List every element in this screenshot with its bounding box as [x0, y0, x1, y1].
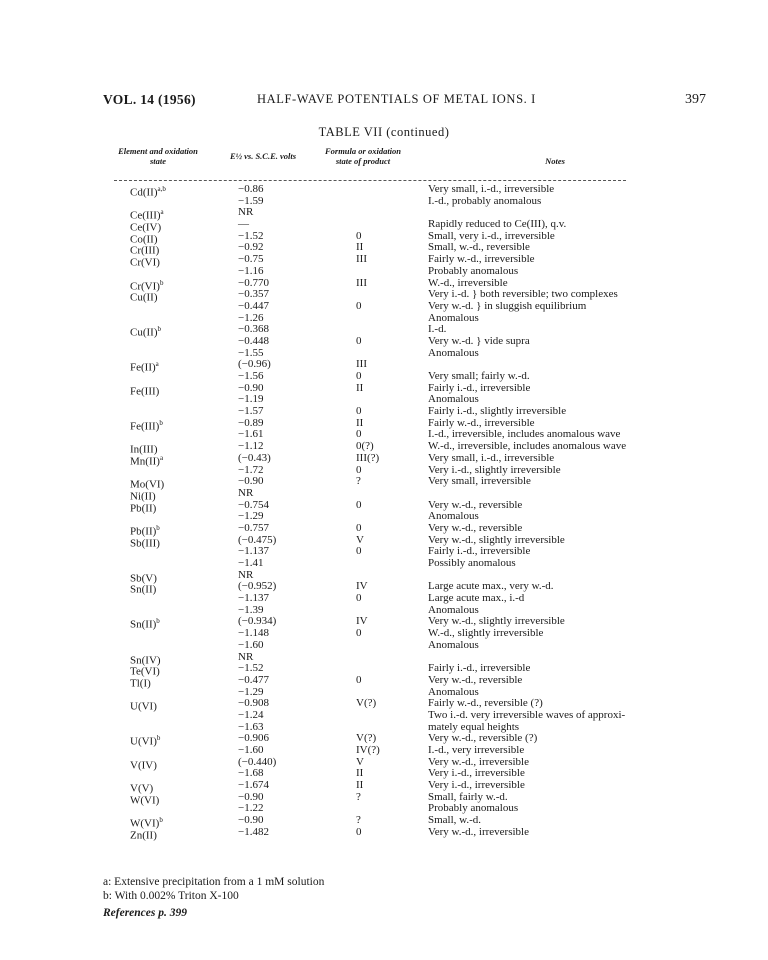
potential-cell: −1.19	[238, 393, 264, 406]
table-row	[0, 511, 768, 523]
table-row	[0, 768, 768, 780]
table-caption: TABLE VII (continued)	[318, 125, 450, 139]
element-cell: W(VI)$^b$	[130, 816, 163, 830]
note-cell: Fairly w.-d., irreversible	[428, 416, 535, 429]
element-cell: Zn(II)	[130, 829, 157, 842]
note-cell: Very small; fairly w.-d.	[428, 370, 530, 382]
element-footnote-mark: b	[159, 816, 163, 825]
note-cell: Anomalous	[428, 603, 479, 616]
table-row	[0, 266, 768, 278]
table-row	[0, 722, 768, 734]
element-footnote-mark: b	[156, 523, 160, 532]
potential-cell: −0.908	[238, 697, 269, 710]
table-row	[0, 710, 768, 722]
potential-cell: −0.906	[238, 732, 269, 745]
note-cell: Large acute max., very w.-d.	[428, 580, 554, 593]
table-row	[0, 605, 768, 617]
note-cell: Very i.-d., slightly irreversible	[428, 463, 561, 476]
table-row	[0, 475, 768, 491]
table-row	[0, 533, 768, 550]
table-row	[0, 779, 768, 795]
table-row	[0, 288, 768, 304]
potential-cell: −1.61	[238, 428, 264, 441]
table-row	[0, 521, 768, 538]
potential-cell: NR	[238, 486, 254, 499]
table-row	[0, 486, 768, 503]
potential-cell: −0.770	[238, 276, 269, 289]
table-row	[0, 790, 768, 807]
product-cell: II	[356, 416, 364, 429]
element-cell: Co(II)	[130, 233, 158, 246]
table-row	[0, 381, 768, 398]
note-cell: W.-d., slightly irreversible	[428, 627, 544, 640]
potential-cell: −0.447	[238, 299, 269, 312]
potential-cell: −1.41	[238, 557, 264, 569]
element-footnote-mark: b	[159, 418, 163, 427]
table-row	[0, 196, 768, 208]
potential-cell: −1.16	[238, 264, 264, 277]
note-cell: Very w.-d., slightly irreversible	[428, 615, 565, 628]
note-cell: W.-d., irreversible, includes anomalous wave	[428, 440, 627, 453]
product-cell: V	[356, 755, 364, 768]
potential-cell: −0.90	[238, 475, 264, 488]
potential-cell: −1.57	[238, 405, 264, 418]
note-cell: Very w.-d., reversible	[428, 521, 523, 534]
product-cell: 0	[356, 334, 362, 347]
table-row	[0, 241, 768, 258]
product-cell: II	[356, 779, 364, 792]
potential-cell: −0.357	[238, 288, 269, 301]
note-cell: Anomalous	[428, 393, 479, 406]
note-cell: Small, very i.-d., irreversible	[428, 229, 555, 242]
product-cell: II	[356, 767, 364, 780]
product-cell: 0(?)	[356, 440, 374, 453]
element-cell: Cr(III)	[130, 245, 160, 258]
potential-cell: −1.482	[238, 825, 269, 838]
potential-cell: −1.52	[238, 229, 264, 242]
table-row	[0, 673, 768, 690]
element-cell: Fe(III)	[130, 385, 160, 398]
note-cell: Very w.-d., reversible	[428, 673, 523, 686]
potential-cell: −1.29	[238, 685, 264, 698]
potential-cell: −0.89	[238, 416, 264, 429]
element-cell: Sb(V)	[130, 572, 157, 585]
note-cell: Rapidly reduced to Ce(III), q.v.	[428, 218, 567, 231]
product-cell: V(?)	[356, 732, 377, 745]
note-cell: Fairly w.-d., reversible (?)	[428, 697, 543, 710]
running-title: HALF-WAVE POTENTIALS OF METAL IONS. I	[257, 92, 536, 106]
element-cell: Cr(VI)	[130, 256, 160, 269]
product-cell: III	[356, 358, 367, 371]
element-footnote-mark: a,b	[157, 185, 166, 193]
potential-cell: −0.754	[238, 498, 269, 511]
product-cell: II	[356, 381, 364, 394]
note-cell: Small, w.-d., reversible	[428, 241, 530, 254]
table-row	[0, 465, 768, 477]
potential-cell: −1.72	[238, 463, 264, 476]
potential-cell: (−0.952)	[238, 580, 277, 593]
element-cell: U(VI)	[130, 700, 157, 713]
potential-cell: −1.148	[238, 627, 269, 640]
note-cell: Possibly anomalous	[428, 557, 516, 569]
potential-cell: (−0.934)	[238, 615, 277, 628]
potential-cell: −0.448	[238, 334, 269, 347]
product-cell: 0	[356, 521, 362, 534]
note-cell: Fairly i.-d., slightly irreversible	[428, 405, 567, 418]
note-cell: Fairly i.-d., irreversible	[428, 545, 531, 558]
note-cell: Very w.-d., slightly irreversible	[428, 533, 565, 546]
potential-cell: (−0.43)	[238, 451, 271, 464]
table-row	[0, 416, 768, 433]
product-cell: 0	[356, 592, 362, 605]
product-cell: 0	[356, 428, 362, 441]
note-cell: Probably anomalous	[428, 802, 519, 815]
table-row	[0, 451, 768, 468]
potential-cell: −1.55	[238, 346, 264, 359]
element-footnote-mark: b	[156, 734, 161, 743]
product-cell: 0	[356, 370, 362, 382]
element-cell: W(VI)	[130, 794, 160, 807]
table-row	[0, 814, 768, 830]
table-row	[0, 628, 768, 640]
product-cell: III	[356, 253, 367, 266]
potential-cell: −1.29	[238, 510, 264, 523]
potential-cell: −1.63	[238, 720, 264, 733]
element-cell: Sn(IV)	[130, 654, 161, 667]
note-cell: Anomalous	[428, 311, 479, 324]
potential-cell: −1.137	[238, 545, 269, 558]
note-cell: Fairly i.-d., irreversible	[428, 662, 531, 675]
potential-cell: −1.137	[238, 592, 269, 605]
element-cell: Cu(II)$^b$	[130, 325, 161, 339]
note-cell: Very w.-d., reversible (?)	[428, 732, 538, 745]
element-footnote-mark: b	[159, 278, 164, 287]
element-cell: V(V)	[130, 782, 154, 795]
volume-label: VOL. 14 (1956)	[103, 92, 196, 107]
element-cell: Sn(II)$^b$	[130, 617, 160, 632]
element-cell: Ni(II)	[130, 490, 156, 503]
note-cell: Fairly w.-d., irreversible	[428, 253, 535, 266]
element-footnote-mark: b	[157, 325, 161, 334]
potential-cell: −1.52	[238, 662, 264, 675]
table-row	[0, 336, 768, 348]
product-cell: III	[356, 276, 367, 289]
potential-cell: −1.26	[238, 311, 264, 324]
note-cell: I.-d., probably anomalous	[428, 194, 542, 207]
note-cell: Very i.-d., irreversible	[428, 779, 525, 792]
product-cell: 0	[356, 627, 362, 640]
table-row	[0, 498, 768, 515]
table-body	[0, 183, 768, 842]
product-cell: IV(?)	[356, 744, 380, 756]
note-cell: I.-d., irreversible, includes anomalous wave	[428, 428, 621, 441]
element-cell: Fe(II)$^a$	[130, 360, 159, 374]
potential-cell: −0.86	[238, 183, 264, 195]
table-row	[0, 546, 768, 558]
element-cell: Fe(III)$^b$	[130, 418, 163, 433]
note-cell: Very small, i.-d., irreversible	[428, 451, 555, 464]
note-cell: Anomalous	[428, 346, 479, 359]
product-cell: V(?)	[356, 697, 377, 710]
potential-cell: −1.59	[238, 194, 264, 207]
table-row	[0, 593, 768, 605]
potential-cell: (−0.475)	[238, 533, 277, 546]
table-row	[0, 558, 768, 570]
element-cell: Pb(II)	[130, 502, 157, 515]
note-cell: mately equal heights	[428, 720, 520, 733]
col-header-potential: E½ vs. S.C.E. volts	[229, 151, 297, 161]
note-cell: Very w.-d., irreversible	[428, 755, 529, 768]
product-cell: 0	[356, 405, 362, 418]
table-row	[0, 348, 768, 360]
element-cell: Tl(I)	[130, 677, 151, 690]
product-cell: 0	[356, 229, 362, 242]
note-cell: I.-d.	[428, 323, 447, 336]
table-row	[0, 313, 768, 325]
table-row	[0, 218, 768, 234]
element-footnote-mark: a	[159, 453, 164, 462]
potential-cell: −0.477	[238, 673, 269, 686]
element-cell: Pb(II)$^b$	[130, 523, 160, 538]
product-cell: 0	[356, 673, 362, 686]
potential-cell: −0.92	[238, 241, 264, 254]
table-row	[0, 358, 768, 374]
table-row	[0, 803, 768, 815]
table-row	[0, 229, 768, 246]
references-note: References p. 399	[103, 907, 187, 919]
table-row	[0, 697, 768, 713]
product-cell: 0	[356, 545, 362, 558]
table-row	[0, 371, 768, 383]
table-row	[0, 745, 768, 757]
potential-cell: (−0.96)	[238, 358, 271, 371]
col-header-element: Element and oxidation state	[118, 146, 198, 166]
table-row	[0, 568, 768, 585]
table-row	[0, 429, 768, 441]
potential-cell: −1.674	[238, 779, 269, 792]
table-row	[0, 323, 768, 339]
table-row	[0, 687, 768, 699]
note-cell: Very i.-d., irreversible	[428, 767, 525, 780]
note-cell: Very w.-d., reversible	[428, 498, 523, 511]
element-footnote-mark: b	[156, 617, 160, 626]
product-cell: 0	[356, 498, 362, 511]
table-row	[0, 206, 768, 223]
table-row	[0, 755, 768, 772]
note-cell: Very w.-d. } vide supra	[428, 334, 530, 347]
element-cell: Ce(IV)	[130, 221, 162, 234]
note-cell: Probably anomalous	[428, 264, 519, 277]
note-cell: Very i.-d. } both reversible; two complexes	[428, 288, 618, 301]
product-cell: IV	[356, 615, 368, 628]
note-cell: Very small, i.-d., irreversible	[428, 183, 555, 195]
note-cell: Anomalous	[428, 685, 479, 698]
table-row	[0, 662, 768, 678]
product-cell: IV	[356, 580, 368, 593]
potential-cell: −1.56	[238, 370, 264, 382]
note-cell: Anomalous	[428, 638, 479, 651]
note-cell: Anomalous	[428, 510, 479, 523]
note-cell: Small, fairly w.-d.	[428, 790, 508, 803]
table-row	[0, 615, 768, 632]
page-number: 397	[685, 92, 706, 107]
element-cell: V(IV)	[130, 759, 157, 772]
product-cell: ?	[356, 790, 361, 803]
product-cell: 0	[356, 463, 362, 476]
element-cell: U(VI)$^b$	[130, 734, 161, 748]
potential-cell: −0.75	[238, 253, 264, 266]
element-cell: Mn(II)$^a$	[130, 453, 164, 468]
table-row	[0, 253, 768, 269]
potential-cell: (−0.440)	[238, 755, 277, 768]
note-cell: W.-d., irreversible	[428, 276, 508, 289]
note-cell: Large acute max., i.-d	[428, 592, 525, 605]
note-cell: Fairly i.-d., irreversible	[428, 381, 531, 394]
potential-cell: −1.12	[238, 440, 264, 453]
col-header-notes: Notes	[545, 156, 565, 166]
col-header-product: Formula or oxidation state of product	[324, 146, 402, 166]
element-cell: Ce(III)$^a$	[130, 208, 164, 223]
potential-cell: NR	[238, 206, 254, 219]
element-cell: In(III)	[130, 443, 158, 456]
footnote-a: a: Extensive precipitation from a 1 mM solution	[103, 876, 325, 888]
table-row	[0, 732, 768, 748]
potential-cell: −1.22	[238, 802, 264, 815]
potential-cell: −0.757	[238, 521, 269, 534]
potential-cell: −0.90	[238, 814, 264, 827]
note-cell: I.-d., very irreversible	[428, 744, 525, 756]
potential-cell: −1.68	[238, 767, 264, 780]
potential-cell: −1.24	[238, 708, 264, 721]
element-cell: Cd(II)$^{a,b}$	[130, 185, 166, 199]
table-row	[0, 183, 768, 199]
note-cell: Very small, irreversible	[428, 475, 531, 488]
header-rule	[114, 180, 626, 181]
note-cell: Very w.-d. } in sluggish equilibrium	[428, 299, 587, 312]
element-cell: Mo(VI)	[130, 478, 165, 491]
note-cell: Very w.-d., irreversible	[428, 825, 529, 838]
element-cell: Cr(VI)$^b$	[130, 278, 164, 293]
potential-cell: −0.90	[238, 790, 264, 803]
table-row	[0, 825, 768, 842]
potential-cell: −1.60	[238, 638, 264, 651]
table-row	[0, 650, 768, 667]
note-cell: Small, w.-d.	[428, 814, 482, 827]
table-row	[0, 276, 768, 293]
product-cell: V	[356, 533, 364, 546]
product-cell: 0	[356, 825, 362, 838]
table-row	[0, 406, 768, 418]
note-cell: Two i.-d. very irreversible waves of approxi-	[428, 708, 626, 721]
product-cell: ?	[356, 814, 361, 827]
potential-cell: —	[238, 218, 249, 231]
footnote-b: b: With 0.002% Triton X-100	[103, 890, 239, 902]
product-cell: ?	[356, 475, 361, 488]
element-cell: Cu(II)	[130, 291, 158, 304]
element-cell: Sn(II)	[130, 584, 157, 597]
element-cell: Sb(III)	[130, 537, 160, 550]
potential-cell: NR	[238, 568, 254, 581]
potential-cell: −0.368	[238, 323, 269, 336]
potential-cell: −0.90	[238, 381, 264, 394]
table-row	[0, 640, 768, 652]
table-row	[0, 394, 768, 406]
product-cell: 0	[356, 299, 362, 312]
table-row	[0, 301, 768, 313]
element-footnote-mark: a	[155, 360, 159, 369]
running-header	[103, 92, 706, 112]
product-cell: III(?)	[356, 451, 380, 464]
potential-cell: NR	[238, 650, 254, 663]
element-cell: Te(VI)	[130, 665, 160, 678]
potential-cell: −1.60	[238, 744, 264, 756]
potential-cell: −1.39	[238, 603, 264, 616]
table-row	[0, 580, 768, 597]
product-cell: II	[356, 241, 364, 254]
table-row	[0, 440, 768, 456]
element-footnote-mark: a	[160, 208, 164, 217]
